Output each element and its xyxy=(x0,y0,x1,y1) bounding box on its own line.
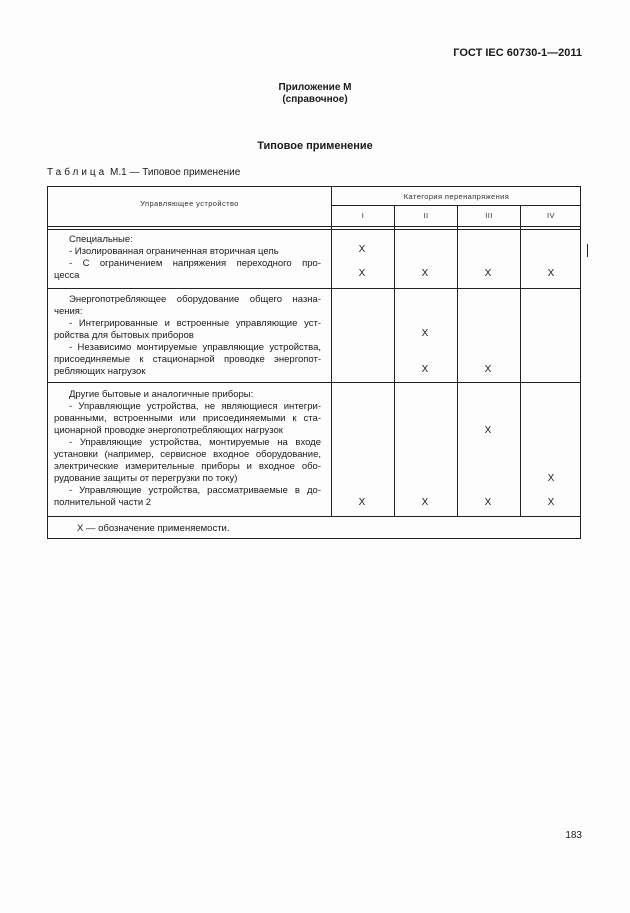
header-bottom-line xyxy=(48,226,580,227)
mark-cell: X xyxy=(421,364,429,375)
row-text-line: - Управляющие устройства, монтируемые на входе xyxy=(69,437,321,448)
row-text-line: - Независимо монтируемые управляющие устройства, xyxy=(69,342,321,353)
row-text-line: - Изолированная ограниченная вторичная цепь xyxy=(69,246,279,257)
mark-cell: X xyxy=(421,497,429,508)
row-text-line: рованными, встроенными или присоединяемыми к ста- xyxy=(54,413,321,424)
mark-cell: X xyxy=(358,244,366,255)
col-divider-1 xyxy=(394,206,395,516)
col-divider-2 xyxy=(457,206,458,516)
page-number: 183 xyxy=(565,830,582,841)
category-header-3: III xyxy=(485,211,493,220)
table-caption-prefix: Таблица xyxy=(47,167,108,178)
row-text-line: ройства для бытовых приборов xyxy=(54,330,194,341)
row-divider-3 xyxy=(48,516,580,517)
row-divider-2 xyxy=(48,382,580,383)
row-text-line: ребляющих нагрузок xyxy=(54,366,146,377)
mark-cell: X xyxy=(484,364,492,375)
row-text-line: установки (например, сервисное входное оборудование, xyxy=(54,449,321,460)
table-caption xyxy=(47,167,240,178)
row-text-line: - С ограничением напряжения переходного про- xyxy=(69,258,321,269)
row-text-line: цесса xyxy=(54,270,80,281)
row-text-line: чения: xyxy=(54,306,83,317)
applications-table xyxy=(47,186,581,539)
annex-note: (справочное) xyxy=(282,94,348,105)
header-subline xyxy=(331,205,581,206)
mark-cell: X xyxy=(358,268,366,279)
row-text-line: Другие бытовые и аналогичные приборы: xyxy=(69,389,254,400)
margin-mark xyxy=(587,244,588,257)
mark-cell: X xyxy=(547,473,555,484)
column-header-category: Категория перенапряжения xyxy=(403,192,510,201)
section-title: Типовое применение xyxy=(257,140,373,152)
mark-cell: X xyxy=(484,497,492,508)
header-double-line xyxy=(48,229,580,230)
mark-cell: X xyxy=(421,268,429,279)
row-text-line: - Управляющие устройства, рассматриваемые в до- xyxy=(69,485,321,496)
mark-cell: X xyxy=(358,497,366,508)
mark-cell: X xyxy=(484,268,492,279)
mark-cell: X xyxy=(547,497,555,508)
row-divider-1 xyxy=(48,288,580,289)
table-footnote: X — обозначение применяемости. xyxy=(77,523,230,534)
document-header: ГОСТ IEC 60730-1—2011 xyxy=(453,47,582,59)
mark-cell: X xyxy=(484,425,492,436)
row-text-line: Энергопотребляющее оборудование общего назна- xyxy=(69,294,321,305)
category-header-2: II xyxy=(423,211,429,220)
col-divider-3 xyxy=(520,206,521,516)
category-header-1: I xyxy=(361,211,365,220)
row-text-line: Специальные: xyxy=(69,234,133,245)
row-text-line: - Интегрированные и встроенные управляющие уст- xyxy=(69,318,321,329)
row-text-line: ционарной проводке энергопотребляющих нагрузок xyxy=(54,425,283,436)
row-text-line: рудование защиты от перегрузки по току) xyxy=(54,473,238,484)
row-text-line: - Управляющие устройства, не являющиеся интегри- xyxy=(69,401,321,412)
category-header-4: IV xyxy=(547,211,555,220)
mark-cell: X xyxy=(421,328,429,339)
table-caption-text: М.1 — Типовое применение xyxy=(110,167,241,178)
row-text-line: присоединяемые к стационарной проводке энергопот- xyxy=(54,354,321,365)
row-text-line: полнительной части 2 xyxy=(54,497,152,508)
mark-cell: X xyxy=(547,268,555,279)
row-text-line: электрические измерительные приборы и входное обо- xyxy=(54,461,321,472)
annex-title: Приложение М xyxy=(278,82,352,93)
column-header-device: Управляющее устройство xyxy=(140,199,239,208)
